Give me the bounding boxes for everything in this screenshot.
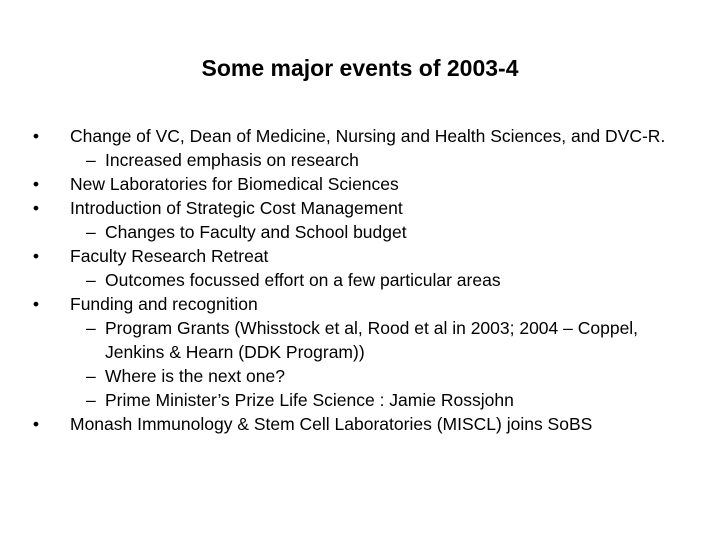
slide-title: Some major events of 2003-4 [201, 55, 519, 81]
bullet-text: New Laboratories for Biomedical Sciences [70, 174, 399, 194]
bullet-dot-icon: • [32, 294, 40, 314]
bullet-item [30, 412, 690, 436]
sub-bullet-item [30, 364, 690, 388]
dash-icon: – [86, 390, 96, 410]
bullet-dot-icon: • [32, 126, 40, 146]
sub-bullet-item [30, 268, 690, 292]
bullet-text: Change of VC, Dean of Medicine, Nursing and Health Sciences, and DVC-R. [70, 126, 666, 146]
bullet-dot-icon: • [32, 174, 40, 194]
sub-bullet-text: Prime Minister’s Prize Life Science : Jamie Rossjohn [105, 390, 514, 410]
bullet-dot-icon: • [32, 414, 40, 434]
bullet-item [30, 292, 690, 316]
bullet-text: Faculty Research Retreat [70, 246, 269, 266]
sub-bullet-item [30, 316, 690, 364]
dash-icon: – [86, 222, 96, 242]
bullet-text: Funding and recognition [70, 294, 258, 314]
sub-bullet-text: Changes to Faculty and School budget [105, 222, 407, 242]
sub-bullet-text: Outcomes focussed effort on a few particular areas [105, 270, 501, 290]
sub-bullet-text: Program Grants (Whisstock et al, Rood et al in 2003; 2004 – Coppel, Jenkins & Hearn (DDK Program)) [105, 318, 639, 362]
dash-icon: – [86, 318, 96, 338]
bullet-text: Introduction of Strategic Cost Management [70, 198, 403, 218]
bullet-dot-icon: • [32, 198, 40, 218]
bullet-item [30, 172, 690, 196]
bullet-dot-icon: • [32, 246, 40, 266]
sub-bullet-item [30, 148, 690, 172]
bullet-item [30, 124, 690, 148]
sub-bullet-item [30, 388, 690, 412]
sub-bullet-text: Increased emphasis on research [105, 150, 359, 170]
bullet-item [30, 244, 690, 268]
bullet-item [30, 196, 690, 220]
dash-icon: – [86, 366, 96, 386]
dash-icon: – [86, 270, 96, 290]
bullet-list [30, 124, 690, 436]
sub-bullet-item [30, 220, 690, 244]
dash-icon: – [86, 150, 96, 170]
sub-bullet-text: Where is the next one? [105, 366, 285, 386]
bullet-text: Monash Immunology & Stem Cell Laboratories (MISCL) joins SoBS [70, 414, 593, 434]
